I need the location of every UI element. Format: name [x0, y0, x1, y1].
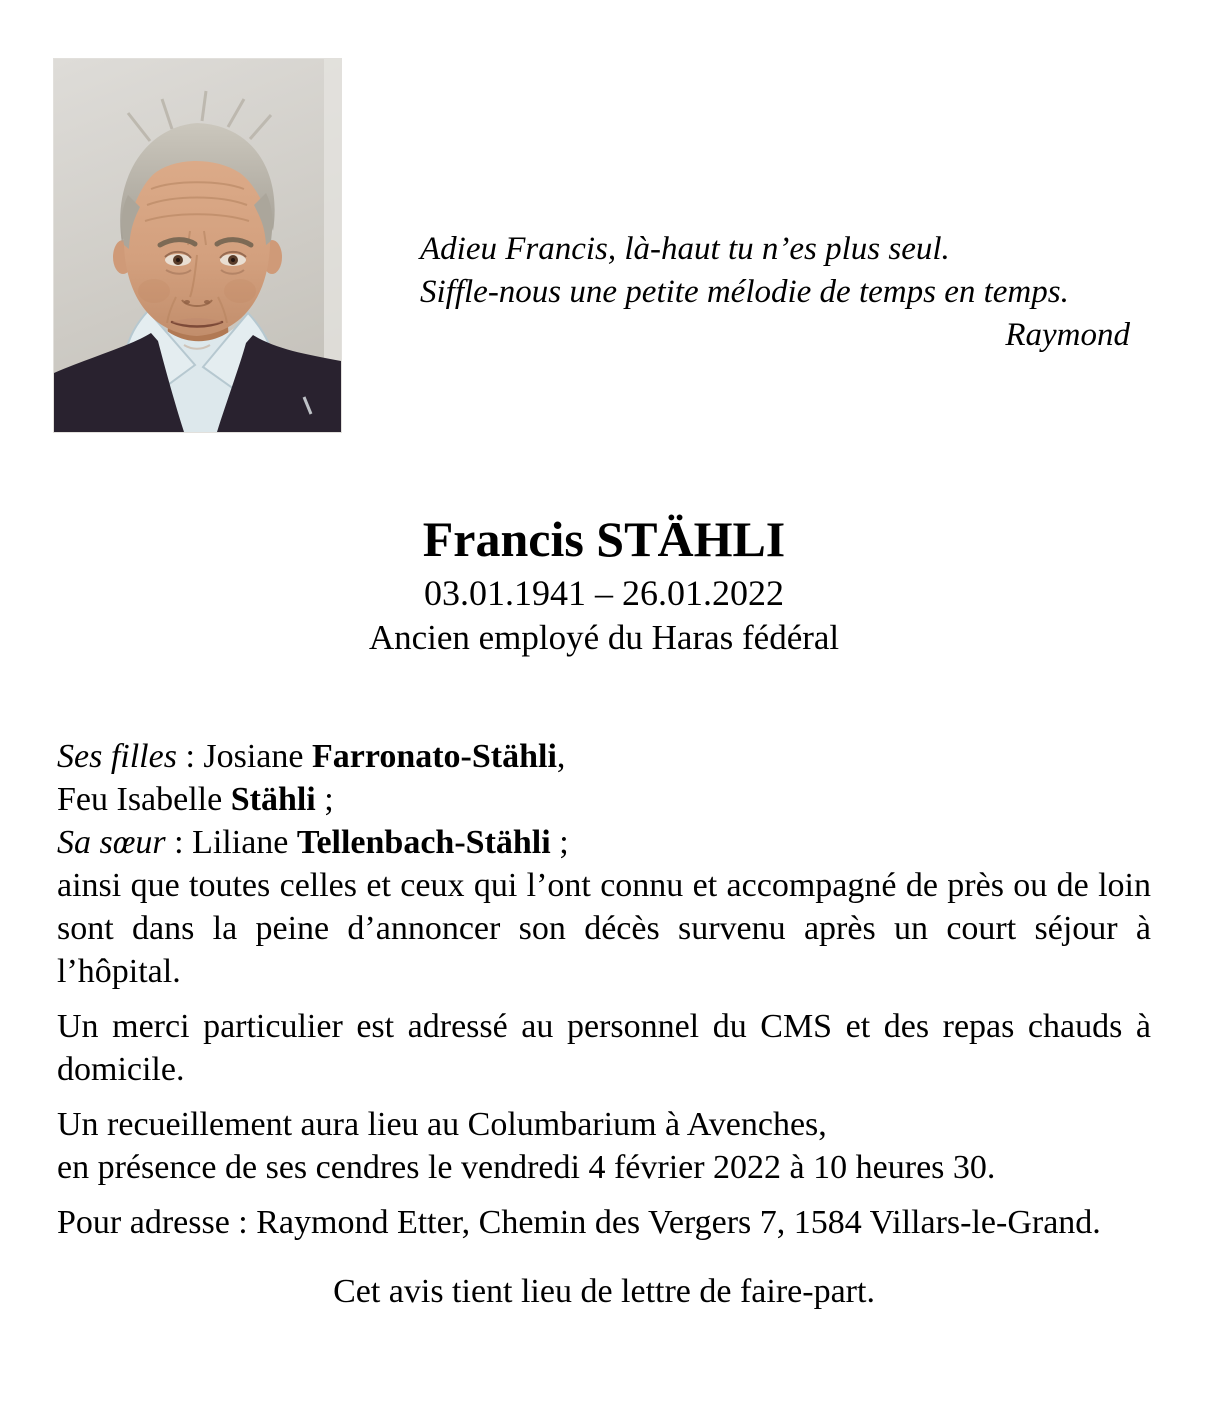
- text-run: Un recueillement aura lieu au Columbarium à Avenches,: [57, 1106, 827, 1143]
- body-line: [57, 950, 1151, 993]
- body-line: [57, 1103, 1151, 1146]
- portrait-photo: [54, 59, 341, 432]
- text-run: Farronato-Stähli: [311, 738, 557, 775]
- paragraph: [57, 1005, 1151, 1091]
- text-run: Feu Isabelle: [57, 781, 231, 818]
- text-run: en présence de ses cendres le vendredi 4 février 2022 à 10 heures 30.: [57, 1149, 996, 1186]
- text-run: Sa sœur: [57, 824, 166, 861]
- text-run: Stähli: [230, 781, 316, 818]
- text-run: ,: [556, 738, 566, 775]
- text-run: ;: [315, 781, 334, 818]
- text-run: domicile.: [57, 1051, 185, 1088]
- text-run: : Liliane: [165, 824, 297, 861]
- text-run: ainsi que toutes celles et ceux qui l’ont connu et accompagné de près ou de loin: [57, 867, 1151, 904]
- body-line: [57, 778, 1151, 821]
- body-line: [57, 821, 1151, 864]
- quote-signature: Raymond: [1005, 317, 1130, 353]
- paragraph: [57, 1201, 1151, 1244]
- footer-notice: Cet avis tient lieu de lettre de faire-part.: [333, 1273, 875, 1310]
- text-run: Tellenbach-Stähli: [296, 824, 551, 861]
- paragraph: [57, 735, 1151, 993]
- deceased-name: Francis STÄHLI: [422, 511, 786, 567]
- body-line: [57, 1146, 1151, 1189]
- body-line: [57, 907, 1151, 950]
- text-run: Ses filles: [57, 738, 177, 775]
- body-line: [57, 1048, 1151, 1091]
- quote-line-1: Adieu Francis, là-haut tu n’es plus seul.: [420, 231, 950, 267]
- paragraph: [57, 1103, 1151, 1189]
- body-text: [57, 735, 1151, 1244]
- text-run: Pour adresse : Raymond Etter, Chemin des Vergers 7, 1584 Villars-le-Grand.: [57, 1204, 1101, 1241]
- deceased-subtitle: Ancien employé du Haras fédéral: [368, 618, 840, 657]
- text-run: : Josiane: [176, 738, 312, 775]
- text-run: sont dans la peine d’annoncer son décès survenu après un court séjour à: [57, 910, 1151, 947]
- text-run: l’hôpital.: [57, 953, 181, 990]
- quote-line-2: Siffle-nous une petite mélodie de temps en temps.: [420, 274, 1069, 310]
- life-dates: 03.01.1941 – 26.01.2022: [424, 573, 784, 613]
- quote: [420, 228, 1130, 357]
- body-line: [57, 1005, 1151, 1048]
- body-line: [57, 864, 1151, 907]
- text-run: Un merci particulier est adressé au personnel du CMS et des repas chauds à: [57, 1008, 1151, 1045]
- body-line: [57, 735, 1151, 778]
- portrait-illustration: [54, 59, 341, 432]
- text-run: ;: [550, 824, 569, 861]
- body-line: [57, 1201, 1151, 1244]
